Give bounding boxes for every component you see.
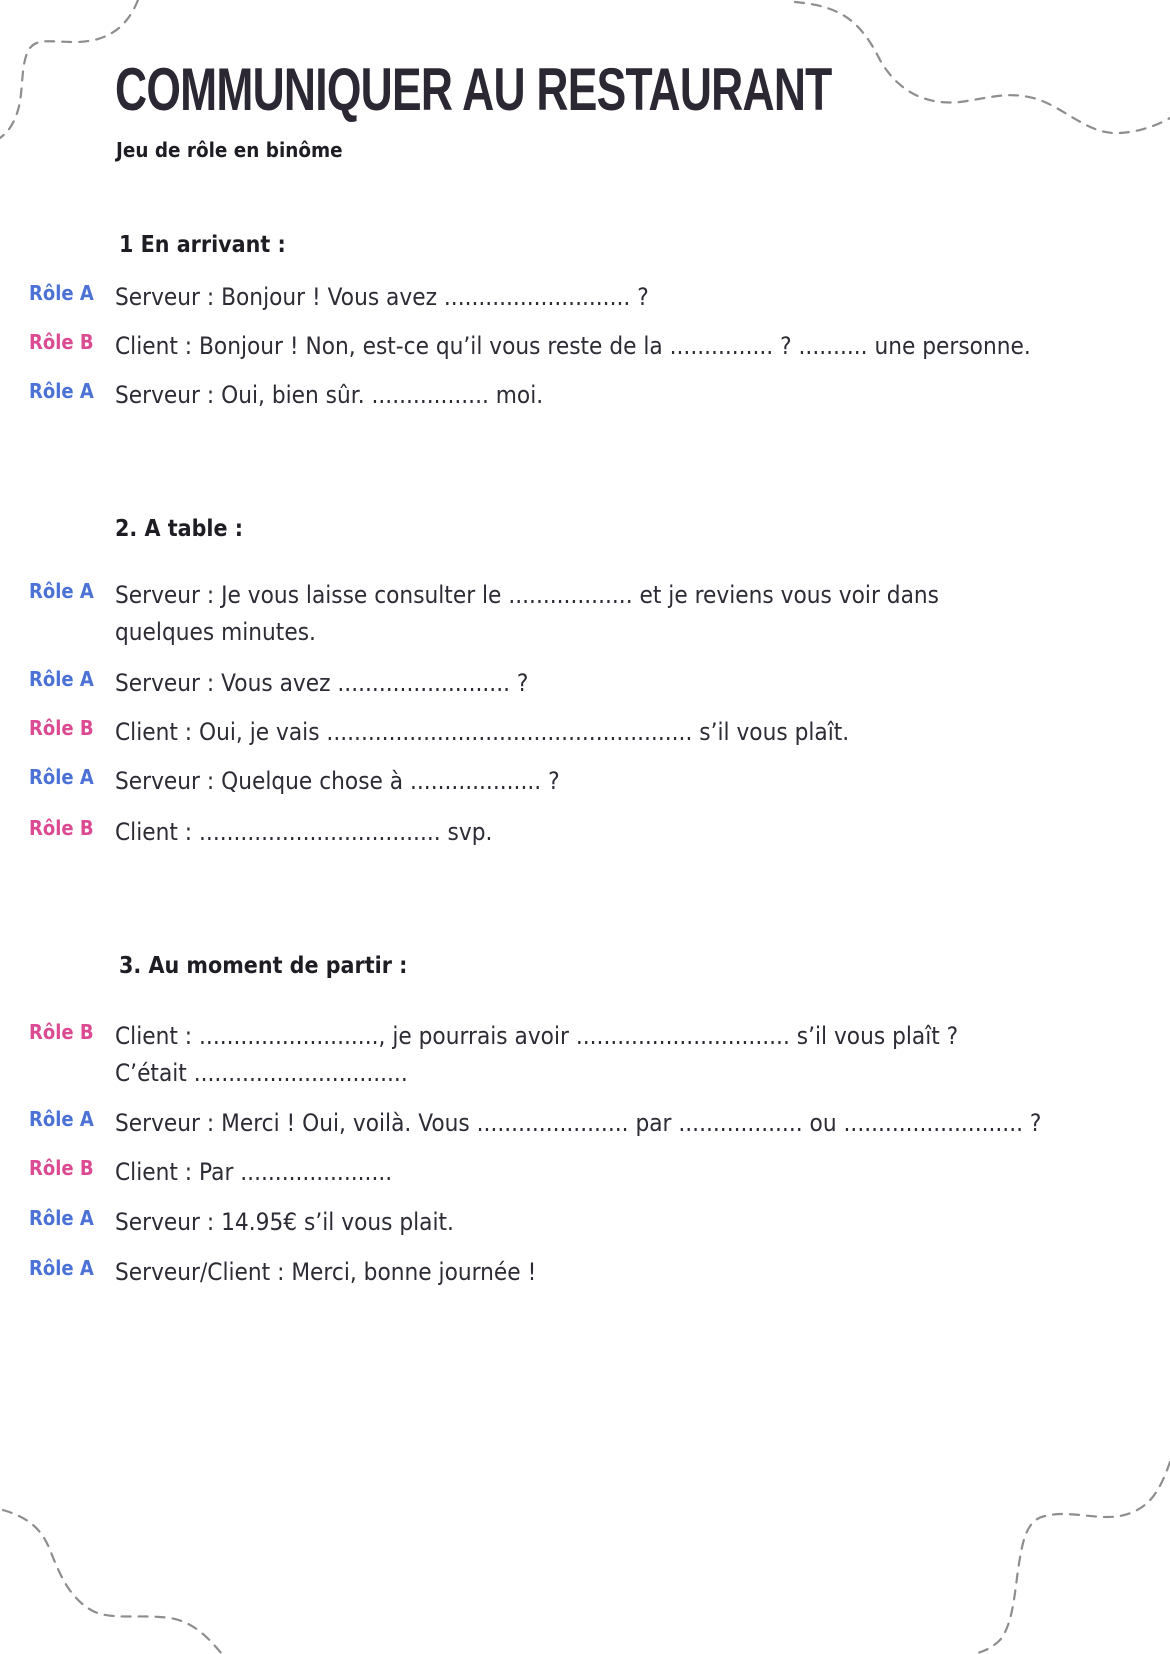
section-title-arrival: 1 En arrivant : [119, 232, 286, 258]
role-label: Rôle A [29, 579, 94, 603]
section-title-at-table: 2. A table : [115, 516, 244, 542]
dialogue-text: Serveur : 14.95€ s’il vous plait. [115, 1208, 454, 1236]
dialogue-text: Serveur : Oui, bien sûr. ................. moi. [115, 381, 544, 409]
dashed-wave-top-right [795, 2, 1170, 133]
dialogue-text: Client : ................................... svp. [115, 818, 493, 846]
role-label: Rôle B [29, 816, 94, 840]
dialogue-text: Serveur : Vous avez ......................... ? [115, 669, 529, 697]
dialogue-text: Serveur : Je vous laisse consulter le .................. et je reviens vous voir dans [115, 581, 939, 609]
role-label: Rôle B [29, 1020, 94, 1044]
dialogue-text: Serveur : Merci ! Oui, voilà. Vous ...................... par .................. ou .......................... ? [115, 1109, 1042, 1137]
role-label: Rôle A [29, 765, 94, 789]
role-label: Rôle B [29, 716, 94, 740]
role-label: Rôle B [29, 1156, 94, 1180]
role-label: Rôle A [29, 667, 94, 691]
page-title: COMMUNIQUER AU RESTAURANT [115, 56, 832, 123]
dialogue-text-continued: quelques minutes. [115, 618, 316, 646]
dialogue-text: Client : Bonjour ! Non, est-ce qu’il vous reste de la ............... ? .......... une personne. [115, 332, 1031, 360]
role-label: Rôle A [29, 1107, 94, 1131]
section-title-leaving: 3. Au moment de partir : [119, 953, 408, 979]
dialogue-text: Client : .........................., je pourrais avoir ............................... s’il vous plaît ? [115, 1022, 959, 1050]
dialogue-text-continued: C’était ............................... [115, 1059, 408, 1087]
page-subtitle: Jeu de rôle en binôme [116, 138, 343, 162]
role-label: Rôle B [29, 330, 94, 354]
role-label: Rôle A [29, 1256, 94, 1280]
dialogue-text: Serveur/Client : Merci, bonne journée ! [115, 1258, 537, 1286]
dialogue-text: Client : Oui, je vais ..................................................... s’il vous plaît. [115, 718, 850, 746]
dashed-wave-bottom-right [975, 1462, 1170, 1654]
dialogue-text: Client : Par ...................... [115, 1158, 393, 1186]
role-label: Rôle A [29, 281, 94, 305]
dialogue-text: Serveur : Bonjour ! Vous avez ........................... ? [115, 283, 649, 311]
role-label: Rôle A [29, 379, 94, 403]
dashed-wave-bottom-left [3, 1510, 222, 1654]
role-label: Rôle A [29, 1206, 94, 1230]
dialogue-text: Serveur : Quelque chose à ................... ? [115, 767, 560, 795]
